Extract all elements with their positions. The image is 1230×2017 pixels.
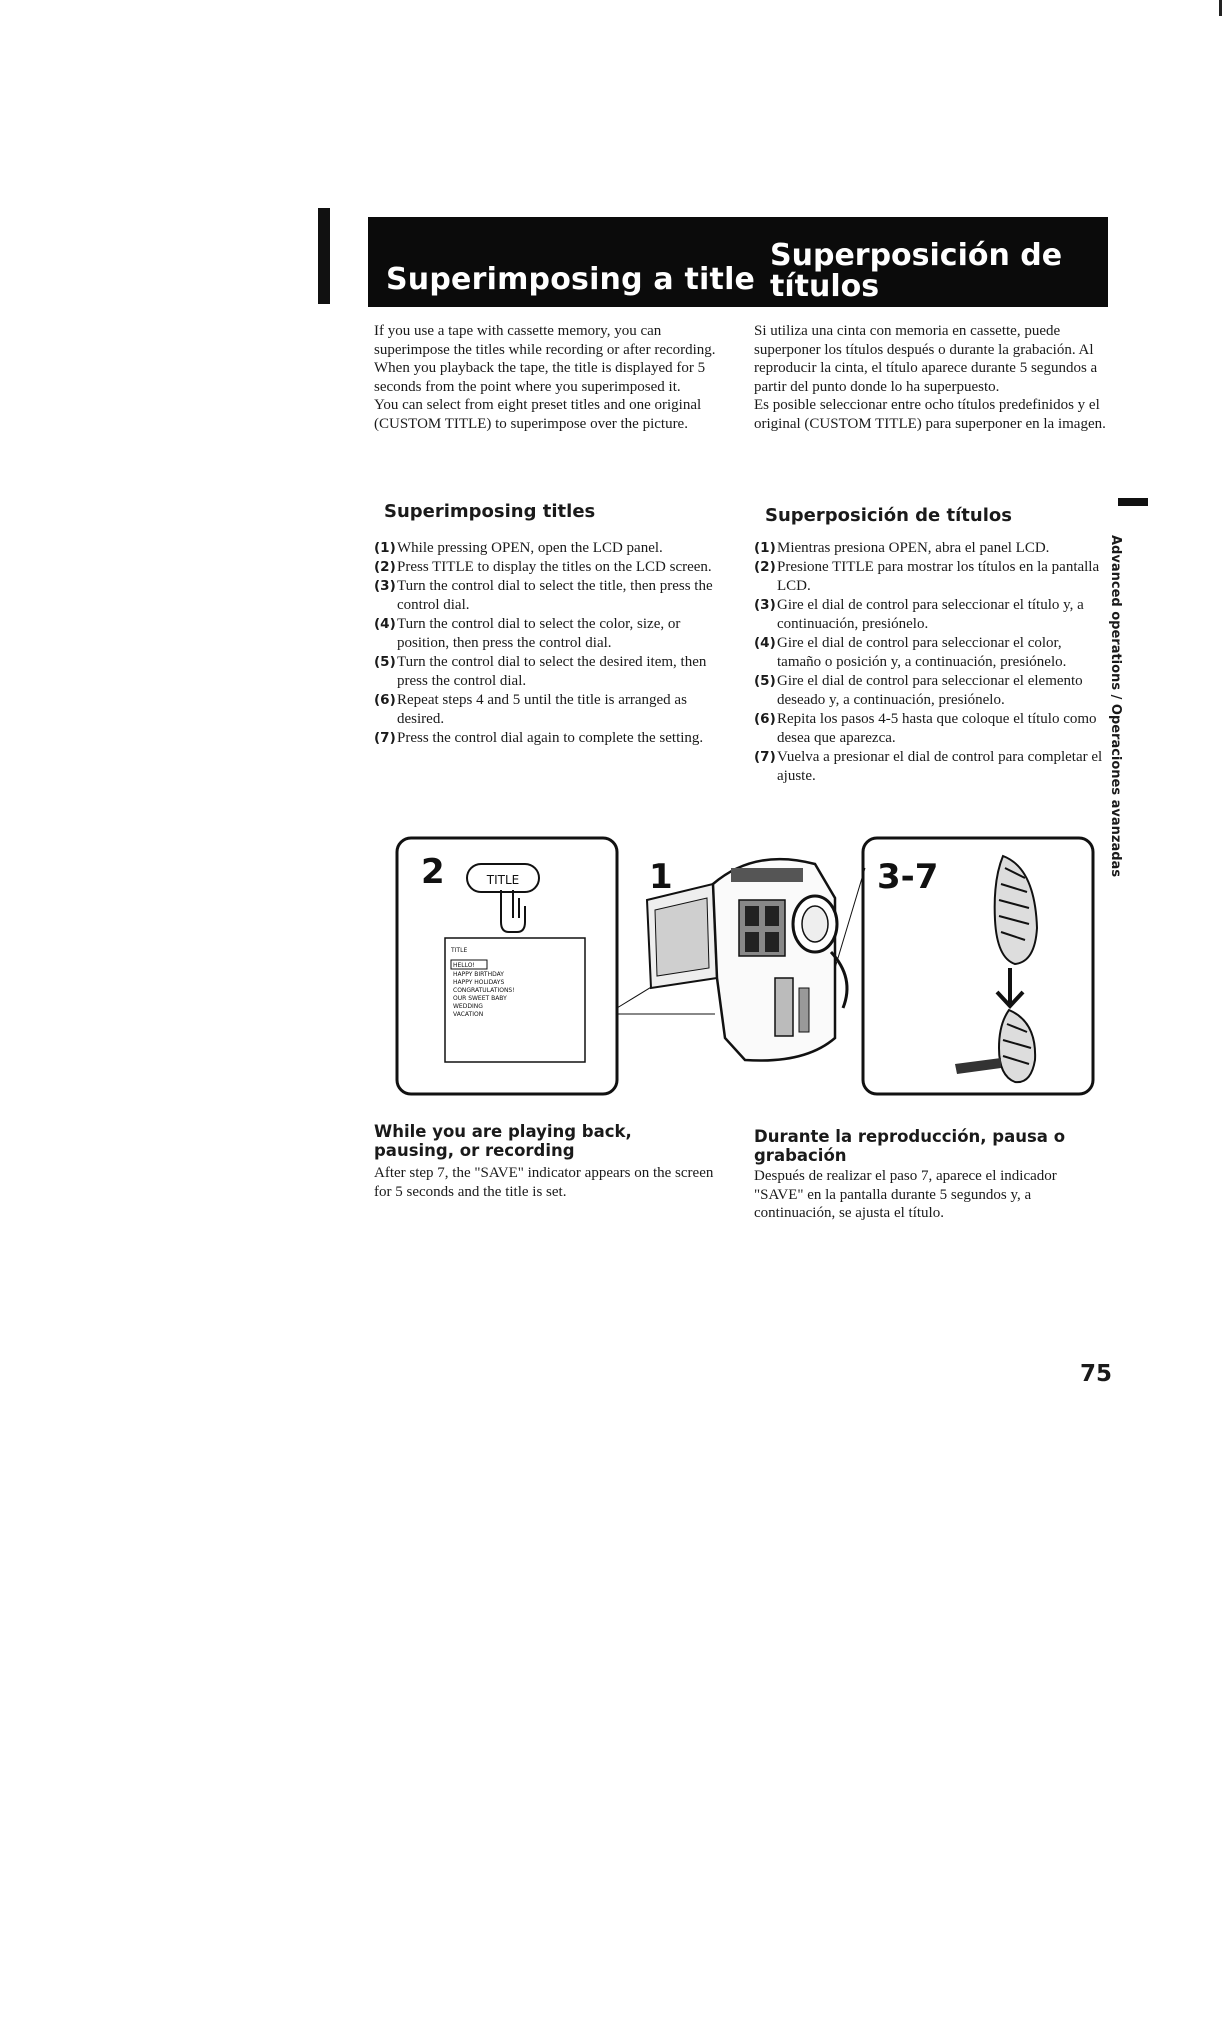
step-en: (5) Turn the control dial to select the desired item, then press the control dial.: [374, 654, 707, 689]
page-title-en: Superimposing a title: [386, 262, 756, 297]
step-en: (7) Press the control dial again to complete the setting.: [374, 730, 704, 746]
steps-list-es: [754, 539, 1104, 786]
step-es: (3) Gire el dial de control para seleccionar el título y, a continuación, presiónelo.: [754, 597, 1084, 632]
intro-en: [374, 322, 724, 434]
page-number: 75: [1080, 1361, 1113, 1387]
intro-en-p2: You can select from eight preset titles and one original (CUSTOM TITLE) to superimpose over the picture.: [374, 397, 702, 432]
step-es: (7) Vuelva a presionar el dial de control para completar el ajuste.: [754, 749, 1103, 784]
camcorder-icon: [647, 859, 847, 1060]
lcd-menu-item: WEDDING: [453, 1003, 483, 1010]
heading-superimposing-titles: Superimposing titles: [384, 501, 596, 522]
step-es: (1) Mientras presiona OPEN, abra el panel LCD.: [754, 540, 1050, 556]
step-en: (2) Press TITLE to display the titles on the LCD screen.: [374, 559, 712, 575]
label-step-2: 2: [421, 852, 445, 892]
step-es: (2) Presione TITLE para mostrar los títulos en la pantalla LCD.: [754, 559, 1100, 594]
section-marker-bar: [318, 208, 330, 304]
finger-press-icon: [501, 890, 525, 932]
step-en: (4) Turn the control dial to select the color, size, or position, then press the control dial.: [374, 616, 681, 651]
intro-es: [754, 322, 1106, 434]
step-es: (4) Gire el dial de control para seleccionar el color, tamaño o posición y, a continuación, presiónelo.: [754, 635, 1067, 670]
control-dial-icon: [995, 856, 1037, 964]
label-step-1: 1: [649, 857, 673, 897]
step-es: (5) Gire el dial de control para seleccionar el elemento deseado y, a continuación, presiónelo.: [754, 673, 1083, 708]
side-tab-marker: [1118, 498, 1148, 506]
side-tab-label: Advanced operations / Operaciones avanzadas: [1108, 535, 1123, 878]
heading-superposicion-titulos: Superposición de títulos: [765, 505, 1012, 526]
body-while-playing: After step 7, the "SAVE" indicator appears on the screen for 5 seconds and the title is set.: [374, 1165, 714, 1200]
lcd-menu-item: HAPPY HOLIDAYS: [453, 979, 505, 986]
page-edge-mark: [1219, 0, 1222, 16]
lcd-menu-item: HELLO!: [453, 962, 475, 969]
label-step-3-7: 3-7: [877, 857, 939, 897]
steps-list-en: [374, 539, 714, 748]
lcd-menu-item: HAPPY BIRTHDAY: [453, 971, 504, 978]
camcorder-illustration: [395, 828, 1095, 1096]
step-en: (1) While pressing OPEN, open the LCD panel.: [374, 540, 663, 556]
heading-durante-reproduccion: Durante la reproducción, pausa o grabación: [754, 1127, 1066, 1165]
lcd-menu-item: OUR SWEET BABY: [453, 995, 507, 1002]
step-en: (3) Turn the control dial to select the title, then press the control dial.: [374, 578, 713, 613]
arrow-down-icon: [997, 968, 1023, 1006]
heading-while-playing: While you are playing back, pausing, or recording: [374, 1122, 632, 1160]
step-es: (6) Repita los pasos 4-5 hasta que coloque el título como desea que aparezca.: [754, 711, 1097, 746]
page-title-es: Superposición de títulos: [770, 238, 1063, 304]
lcd-menu-item: VACATION: [453, 1011, 484, 1018]
lcd-menu-item: CONGRATULATIONS!: [453, 987, 515, 994]
step-en: (6) Repeat steps 4 and 5 until the title is arranged as desired.: [374, 692, 687, 727]
control-dial-press-icon: [955, 1010, 1035, 1082]
intro-es-p1: Si utiliza una cinta con memoria en cassette, puede superponer los títulos después o durante la grabación. Al reproducir la cinta, el título aparece durante 5 segundos a partir del punto donde lo ha superpuesto.: [754, 323, 1098, 395]
lcd-menu-heading: TITLE: [451, 947, 468, 954]
body-durante-reproduccion: Después de realizar el paso 7, aparece el indicador "SAVE" en la pantalla durante 5 segundos y, a continuación, se ajusta el título.: [754, 1168, 1057, 1222]
intro-es-p2: Es posible seleccionar entre ocho títulos predefinidos y el original (CUSTOM TITLE) para superponer en la imagen.: [754, 397, 1106, 432]
title-button-label: TITLE: [486, 873, 520, 887]
intro-en-p1: If you use a tape with cassette memory, you can superimpose the titles while recording or after recording. When you playback the tape, the title is displayed for 5 seconds from the point where you superimposed it.: [374, 323, 716, 395]
